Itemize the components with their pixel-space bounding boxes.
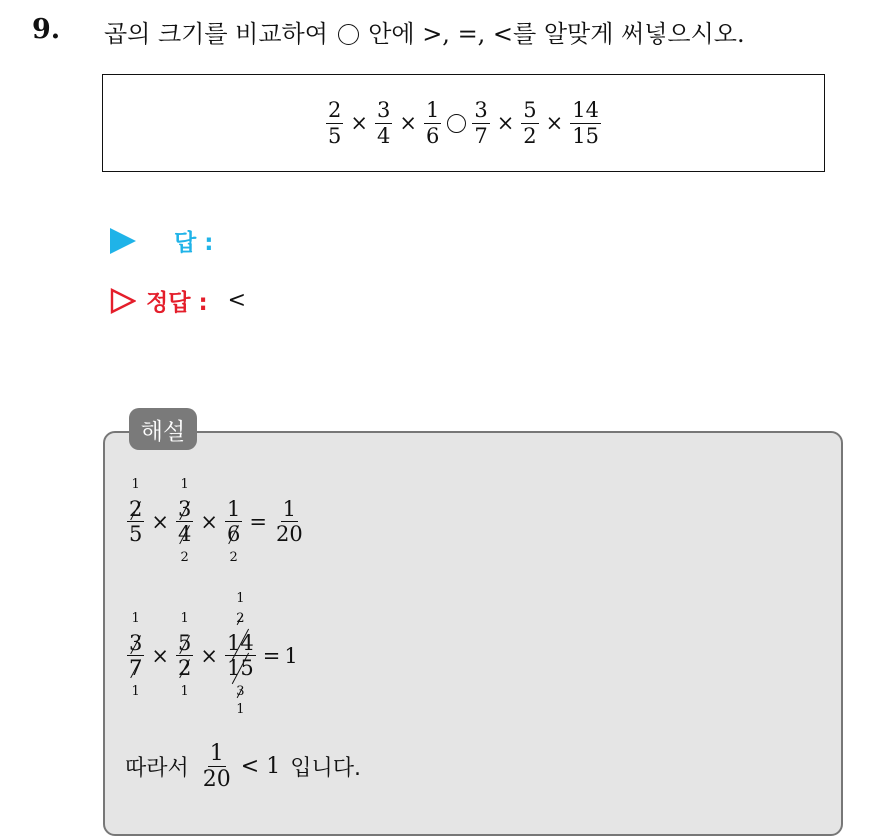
result-fraction: 1 20 <box>202 741 231 793</box>
cancel-fraction: 5 1 2 1 <box>177 611 192 700</box>
answer-row <box>110 224 213 257</box>
cancel-fraction: 1 6 2 <box>226 497 241 566</box>
times-sign: × <box>496 111 515 135</box>
times-sign: × <box>350 111 368 135</box>
times-sign: × <box>545 111 564 135</box>
times-sign: × <box>200 509 218 534</box>
result-value: 1 <box>284 643 298 668</box>
conclusion-suffix: 입니다. <box>290 756 361 782</box>
times-sign: × <box>151 509 169 534</box>
answer-circle-icon[interactable] <box>447 114 466 133</box>
correct-answer-row <box>110 284 246 317</box>
explanation-conclusion <box>125 742 361 791</box>
outline-triangle-icon <box>110 288 136 314</box>
times-sign: × <box>399 111 417 135</box>
problem-box <box>102 74 825 172</box>
answer-label: 답 : <box>174 230 214 256</box>
conclusion-compare: < 1 <box>240 754 281 780</box>
equals-sign: = <box>262 643 281 668</box>
fraction: $\frac{2}{5}$ <box>327 98 342 148</box>
cancel-fraction: 3 1 4 2 <box>177 477 192 566</box>
times-sign: × <box>151 643 169 668</box>
cancel-fraction: 14 2 1 15 3 1 <box>226 591 254 718</box>
fraction: $\frac{1}{6}$ <box>425 98 440 148</box>
question-text <box>104 14 745 49</box>
times-sign: × <box>200 643 218 668</box>
cancel-fraction: 2 1 5 <box>129 477 143 547</box>
cancel-fraction: 3 1 7 1 <box>129 611 143 700</box>
comparison-circle-icon <box>338 24 359 45</box>
result-fraction: $\frac{1}{20}$ <box>275 497 303 547</box>
play-triangle-icon <box>110 228 136 254</box>
question-text-before: 곱의 크기를 비교하여 <box>104 20 328 48</box>
question-text-after: 안에 >, =, <를 알맞게 써넣으시오. <box>368 20 745 48</box>
fraction: $\frac{3}{4}$ <box>376 98 391 148</box>
explanation-tab: 해설 <box>129 408 197 450</box>
explanation-line-2 <box>124 591 298 718</box>
fraction: $\frac{3}{7}$ <box>474 98 488 148</box>
explanation-line-1 <box>124 477 308 566</box>
question-number: 9. <box>32 14 61 45</box>
fraction: $\frac{14}{15}$ <box>572 98 600 148</box>
correct-answer-label: 정답 : <box>146 290 208 316</box>
fraction: $\frac{5}{2}$ <box>523 98 537 148</box>
correct-answer-value: < <box>227 288 247 313</box>
equals-sign: = <box>249 509 267 534</box>
problem-expression <box>103 75 824 171</box>
conclusion-prefix: 따라서 <box>125 756 189 782</box>
